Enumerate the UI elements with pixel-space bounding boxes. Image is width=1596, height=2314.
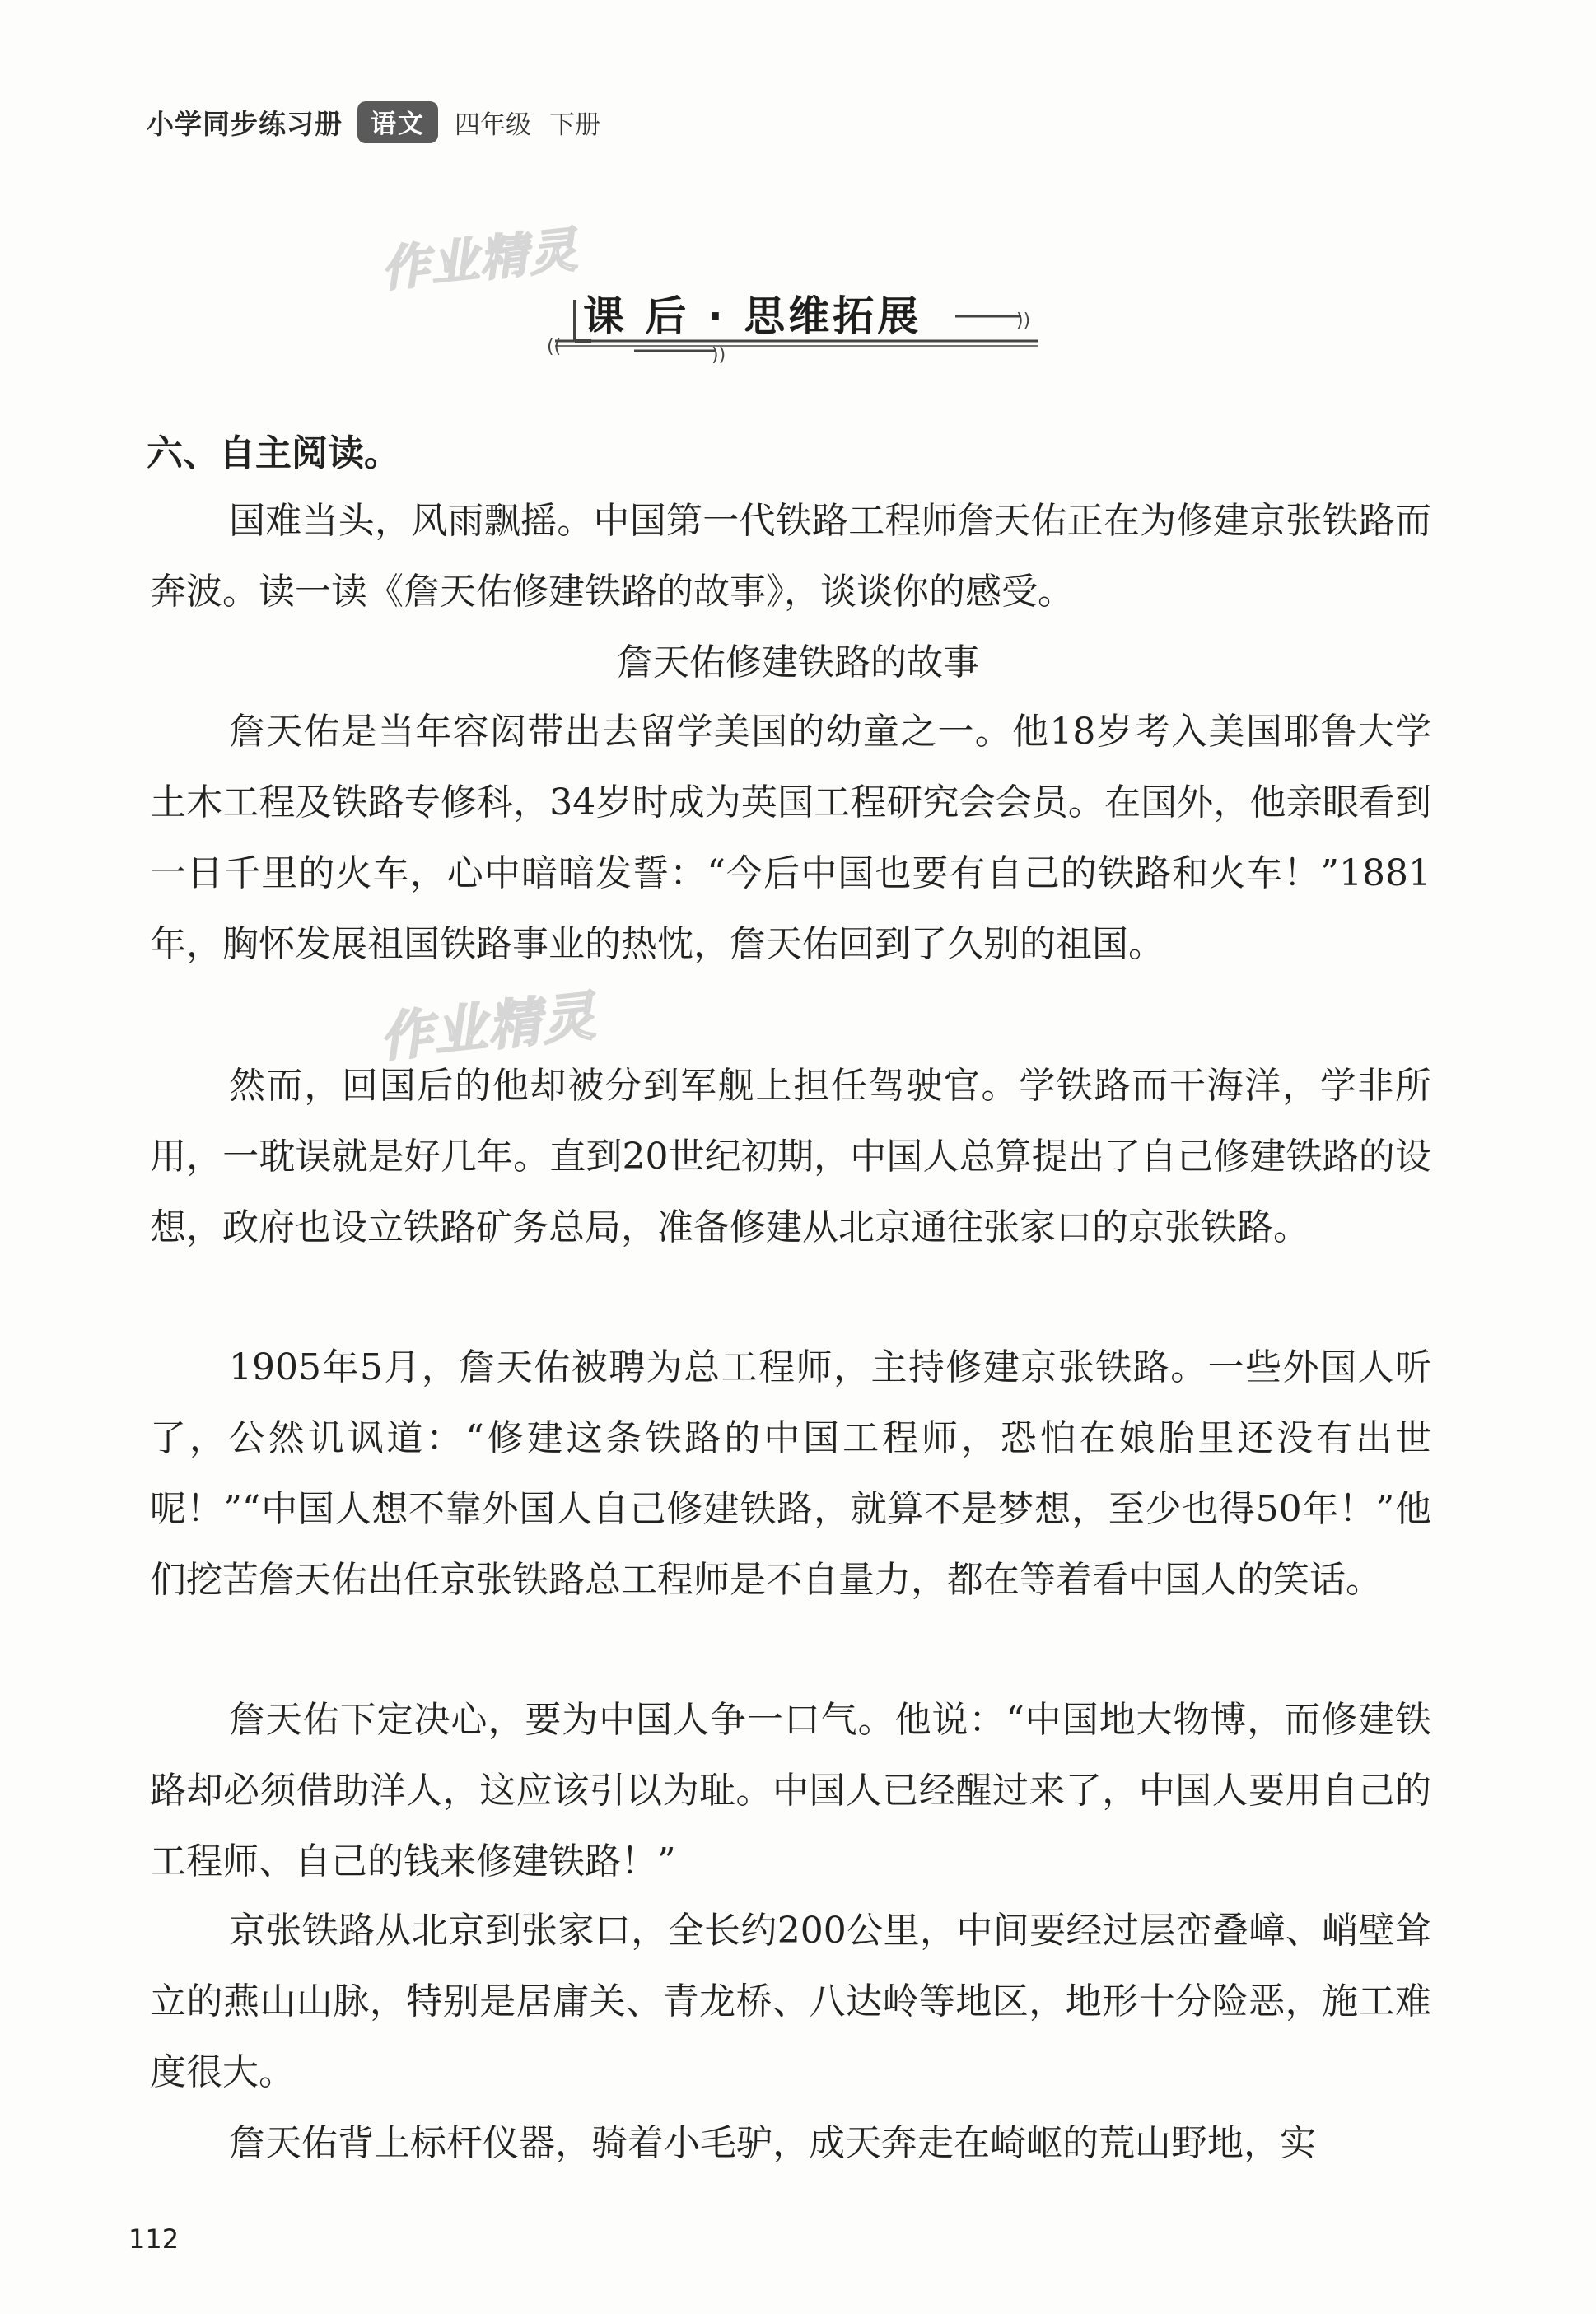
story-paragraph-5: 京张铁路从北京到张家口，全长约200公里，中间要经过层峦叠嶂、峭壁耸立的燕山山脉，特别是居庸关、青龙桥、八达岭等地区，地形十分险恶，施工难度很大。 [150, 1910, 1431, 2093]
page-number: 112 [128, 2223, 180, 2255]
story-paragraph-4: 詹天佑下定决心，要为中国人争一口气。他说：“中国地大物博，而修建铁路却必须借助洋人，这应该引以为耻。中国人已经醒过来了，中国人要用自己的工程师、自己的钱来修建铁路！” [150, 1699, 1431, 1882]
svg-text:)): )) [1016, 310, 1031, 331]
series-title: 小学同步练习册 [147, 107, 343, 140]
page-header [147, 97, 600, 147]
volume-label: 下册 [549, 110, 600, 140]
grade-label: 四年级 [455, 110, 531, 140]
watermark-logo: 作业精灵 [376, 986, 600, 1070]
question-heading: 六、自主阅读。 [147, 432, 400, 474]
svg-text:((: (( [547, 337, 562, 357]
story-paragraph-3: 1905年5月，詹天佑被聘为总工程师，主持修建京张铁路。一些外国人听了，公然讥讽道：“修建这条铁路的中国工程师，恐怕在娘胎里还没有出世呢！”“中国人想不靠外国人自己修建铁路，就算不是梦想，至少也得50年！”他们挖苦詹天佑出任京张铁路总工程师是不自量力，都在等着看中国人的笑话。 [150, 1346, 1431, 1601]
story-paragraph-6: 詹天佑背上标杆仪器，骑着小毛驴，成天奔走在崎岖的荒山野地，实 [229, 2122, 1316, 2164]
svg-text:)): )) [712, 345, 726, 366]
watermark-logo: 作业精灵 [378, 221, 581, 298]
subject-badge: 语文 [357, 101, 438, 143]
story-paragraph-1: 詹天佑是当年容闳带出去留学美国的幼童之一。他18岁考入美国耶鲁大学土木工程及铁路专修科，34岁时成为英国工程研究会会员。在国外，他亲眼看到一日千里的火车，心中暗暗发誓：“今后中国也要有自己的铁路和火车！”1881年，胸怀发展祖国铁路事业的热忱，詹天佑回到了久别的祖国。 [150, 711, 1431, 965]
section-title: 课 后 · 思维拓展 [583, 292, 922, 340]
section-banner [544, 272, 1038, 371]
story-title: 詹天佑修建铁路的故事 [617, 641, 979, 683]
question-intro: 国难当头，风雨飘摇。中国第一代铁路工程师詹天佑正在为修建京张铁路而奔波。读一读《詹天佑修建铁路的故事》，谈谈你的感受。 [150, 500, 1431, 613]
story-paragraph-2: 然而，回国后的他却被分到军舰上担任驾驶官。学铁路而干海洋，学非所用，一耽误就是好几年。直到20世纪初期，中国人总算提出了自己修建铁路的设想，政府也设立铁路矿务总局，准备修建从北京通往张家口的京张铁路。 [150, 1065, 1431, 1248]
